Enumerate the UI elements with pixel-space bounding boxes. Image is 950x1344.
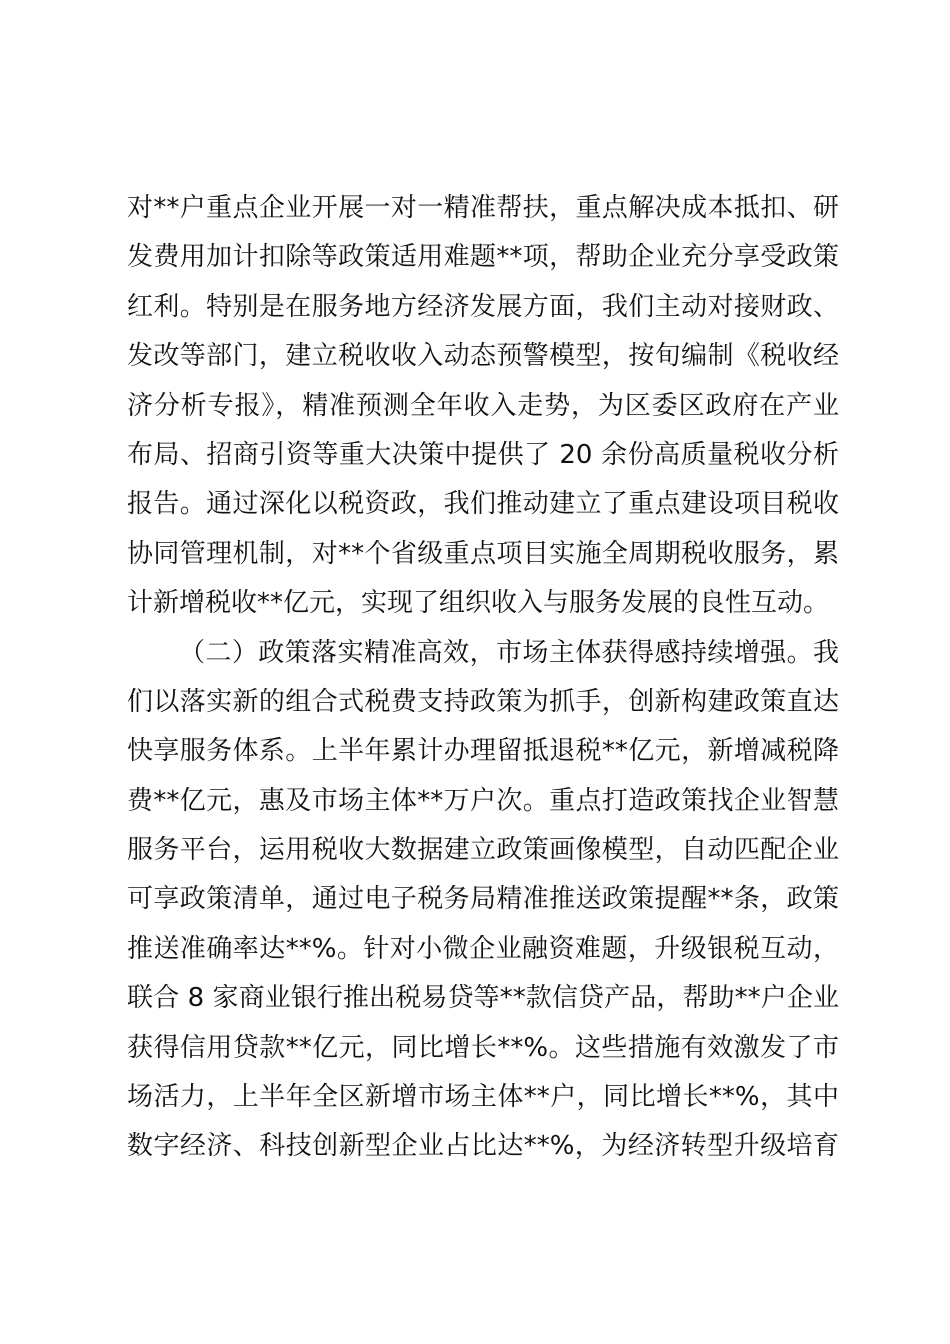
- paragraph-end-line: 计新增税收**亿元，实现了组织收入与服务发展的良性互动。: [127, 588, 830, 619]
- text-line: 费**亿元，惠及市场主体**万户次。重点打造政策找企业智慧: [127, 785, 839, 816]
- text-line: 可享政策清单，通过电子税务局精准推送政策提醒**条，政策: [127, 884, 839, 915]
- text-line: 发改等部门，建立税收收入动态预警模型，按旬编制《税收经: [127, 341, 839, 372]
- text-line: 推送准确率达**%。针对小微企业融资难题，升级银税互动，: [127, 933, 839, 964]
- section-heading-line: （二）政策落实精准高效，市场主体获得感持续增强。我: [179, 637, 839, 668]
- text-line: 报告。通过深化以税资政，我们推动建立了重点建设项目税收: [127, 489, 839, 520]
- text-line: 发费用加计扣除等政策适用难题**项，帮助企业充分享受政策: [127, 242, 839, 273]
- text-line: 获得信用贷款**亿元，同比增长**%。这些措施有效激发了市: [127, 1032, 839, 1063]
- text-line: 快享服务体系。上半年累计办理留抵退税**亿元，新增减税降: [127, 736, 839, 767]
- text-line: 数字经济、科技创新型企业占比达**%，为经济转型升级培育: [127, 1131, 839, 1162]
- text-line: 对**户重点企业开展一对一精准帮扶，重点解决成本抵扣、研: [127, 193, 839, 223]
- text-line: 红利。特别是在服务地方经济发展方面，我们主动对接财政、: [127, 291, 839, 322]
- body-text: [127, 184, 839, 1172]
- text-line: 们以落实新的组合式税费支持政策为抓手，创新构建政策直达: [127, 686, 839, 717]
- text-line: 服务平台，运用税收大数据建立政策画像模型，自动匹配企业: [127, 835, 839, 866]
- text-line: 场活力，上半年全区新增市场主体**户，同比增长**%，其中: [127, 1082, 839, 1113]
- text-line: 联合 8 家商业银行推出税易贷等**款信贷产品，帮助**户企业: [127, 983, 839, 1014]
- text-line: 济分析专报》，精准预测全年收入走势，为区委区政府在产业: [127, 390, 839, 421]
- text-line: 布局、招商引资等重大决策中提供了 20 余份高质量税收分析: [127, 439, 839, 470]
- text-line: 协同管理机制，对**个省级重点项目实施全周期税收服务，累: [127, 538, 839, 569]
